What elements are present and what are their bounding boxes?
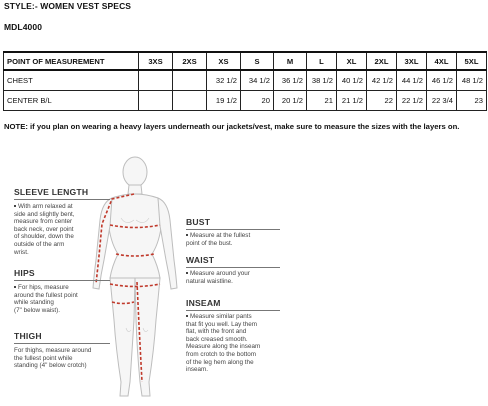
divider: [14, 343, 110, 344]
waist-label: WAIST: [186, 255, 215, 265]
inseam-label: INSEAM: [186, 298, 221, 308]
table-cell: 22 1/2: [397, 91, 427, 111]
column-header: 5XL: [457, 52, 487, 70]
table-cell: 23: [457, 91, 487, 111]
thigh-label: THIGH: [14, 331, 42, 341]
table-header-row: [4, 52, 487, 70]
table-cell: 20 1/2: [274, 91, 307, 111]
table-cell: 40 1/2: [337, 70, 367, 91]
row-label: CHEST: [4, 70, 139, 91]
sleeve-length-description: With arm relaxed at side and slightly bent, measure from center back neck, over point of shoulder, down the outside of the arm wrist.: [14, 203, 75, 256]
inseam-description: Measure similar pants that fit you well. Lay them flat, with the front and back creased smooth. Measure along the inseam from crotch to the bottom of the leg hem along the inseam.: [186, 313, 261, 374]
column-header: XS: [207, 52, 241, 70]
column-header: L: [307, 52, 337, 70]
table-cell: 22: [367, 91, 397, 111]
table-cell: [139, 91, 173, 111]
waist-description: Measure around your natural waistline.: [186, 270, 250, 285]
bust-label: BUST: [186, 217, 211, 227]
table-cell: 21 1/2: [337, 91, 367, 111]
column-header: 2XS: [173, 52, 207, 70]
column-header: 3XS: [139, 52, 173, 70]
table-cell: 21: [307, 91, 337, 111]
table-cell: 42 1/2: [367, 70, 397, 91]
table-row: [4, 91, 487, 111]
table-row: [4, 70, 487, 91]
divider: [186, 229, 280, 230]
column-header: 4XL: [427, 52, 457, 70]
table-cell: 38 1/2: [307, 70, 337, 91]
table-cell: [173, 70, 207, 91]
thigh-description: For thighs, measure around the fullest point while standing (4" below crotch): [14, 347, 92, 370]
row-label: CENTER B/L: [4, 91, 139, 111]
table-cell: 44 1/2: [397, 70, 427, 91]
table-cell: [173, 91, 207, 111]
style-code: MDL4000: [4, 22, 43, 32]
divider: [186, 310, 280, 311]
column-header: 3XL: [397, 52, 427, 70]
table-cell: 20: [241, 91, 274, 111]
table-cell: 19 1/2: [207, 91, 241, 111]
table-cell: 48 1/2: [457, 70, 487, 91]
column-header: POINT OF MEASUREMENT: [4, 52, 139, 70]
hips-description: For hips, measure around the fullest point while standing (7" below waist).: [14, 284, 78, 314]
column-header: 2XL: [367, 52, 397, 70]
table-cell: [139, 70, 173, 91]
sleeve-length-label: SLEEVE LENGTH: [14, 187, 89, 197]
table-cell: 34 1/2: [241, 70, 274, 91]
column-header: XL: [337, 52, 367, 70]
layering-note: NOTE: if you plan on wearing a heavy layers underneath our jackets/vest, make sure to measure the sizes with the layers on.: [4, 122, 460, 131]
table-cell: 22 3/4: [427, 91, 457, 111]
divider: [14, 280, 110, 281]
divider: [186, 267, 280, 268]
table-cell: 46 1/2: [427, 70, 457, 91]
bust-description: Measure at the fullest point of the bust.: [186, 232, 251, 247]
style-title: STYLE:- WOMEN VEST SPECS: [4, 1, 132, 11]
divider: [14, 199, 110, 200]
size-spec-table: [3, 51, 487, 111]
column-header: S: [241, 52, 274, 70]
hips-label: HIPS: [14, 268, 35, 278]
table-cell: 36 1/2: [274, 70, 307, 91]
table-cell: 32 1/2: [207, 70, 241, 91]
column-header: M: [274, 52, 307, 70]
